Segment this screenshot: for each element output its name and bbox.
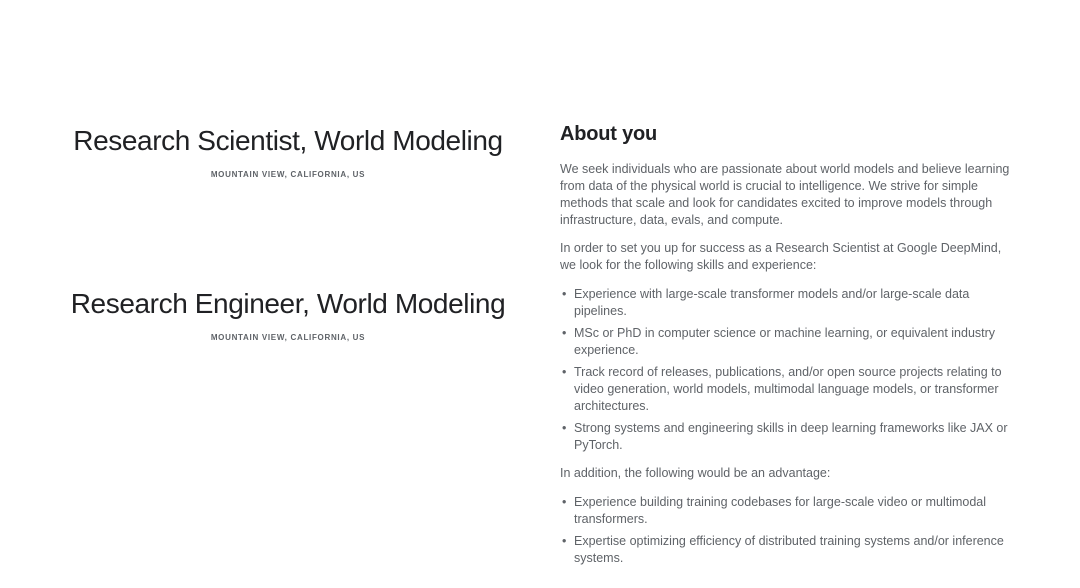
job-title-research-engineer-link[interactable]: Research Engineer, World Modeling [70,288,506,319]
job-list [18,0,558,588]
skills-intro-paragraph: In order to set you up for success as a Research Scientist at Google DeepMind, we look for the following skills and experience: [560,241,1002,272]
about-you-heading: About you [560,123,658,145]
skill-item: • Experience with large-scale transformer models and/or large-scale data pipelines. [560,286,1018,320]
skill-item: • MSc or PhD in computer science or machine learning, or equivalent industry experience. [560,325,1018,359]
job-card-research-engineer [18,287,558,342]
about-intro-paragraph: We seek individuals who are passionate about world models and believe learning from data of the physical world is crucial to intelligence. We strive for simple methods that scale and look for candidates excited to improve models through infrastructure, data, evals, and compute. [560,162,1010,227]
advantages-list [560,494,1018,567]
advantage-intro-paragraph: In addition, the following would be an advantage: [560,466,831,480]
skills-list [560,286,1018,454]
advantage-item: • Expertise optimizing efficiency of distributed training systems and/or inference systems. [560,533,1018,567]
job-location: MOUNTAIN VIEW, CALIFORNIA, US [210,170,366,179]
job-location: MOUNTAIN VIEW, CALIFORNIA, US [210,333,366,342]
about-you-section [560,121,1018,567]
job-title-research-scientist-link[interactable]: Research Scientist, World Modeling [73,125,503,156]
job-card-research-scientist [18,124,558,179]
advantage-item: • Experience building training codebases for large-scale video or multimodal transformers. [560,494,1018,528]
skill-item: • Track record of releases, publications, and/or open source projects relating to video generation, world models, multimodal language models, or transformer architectures. [560,364,1018,415]
skill-item: • Strong systems and engineering skills in deep learning frameworks like JAX or PyTorch. [560,420,1018,454]
